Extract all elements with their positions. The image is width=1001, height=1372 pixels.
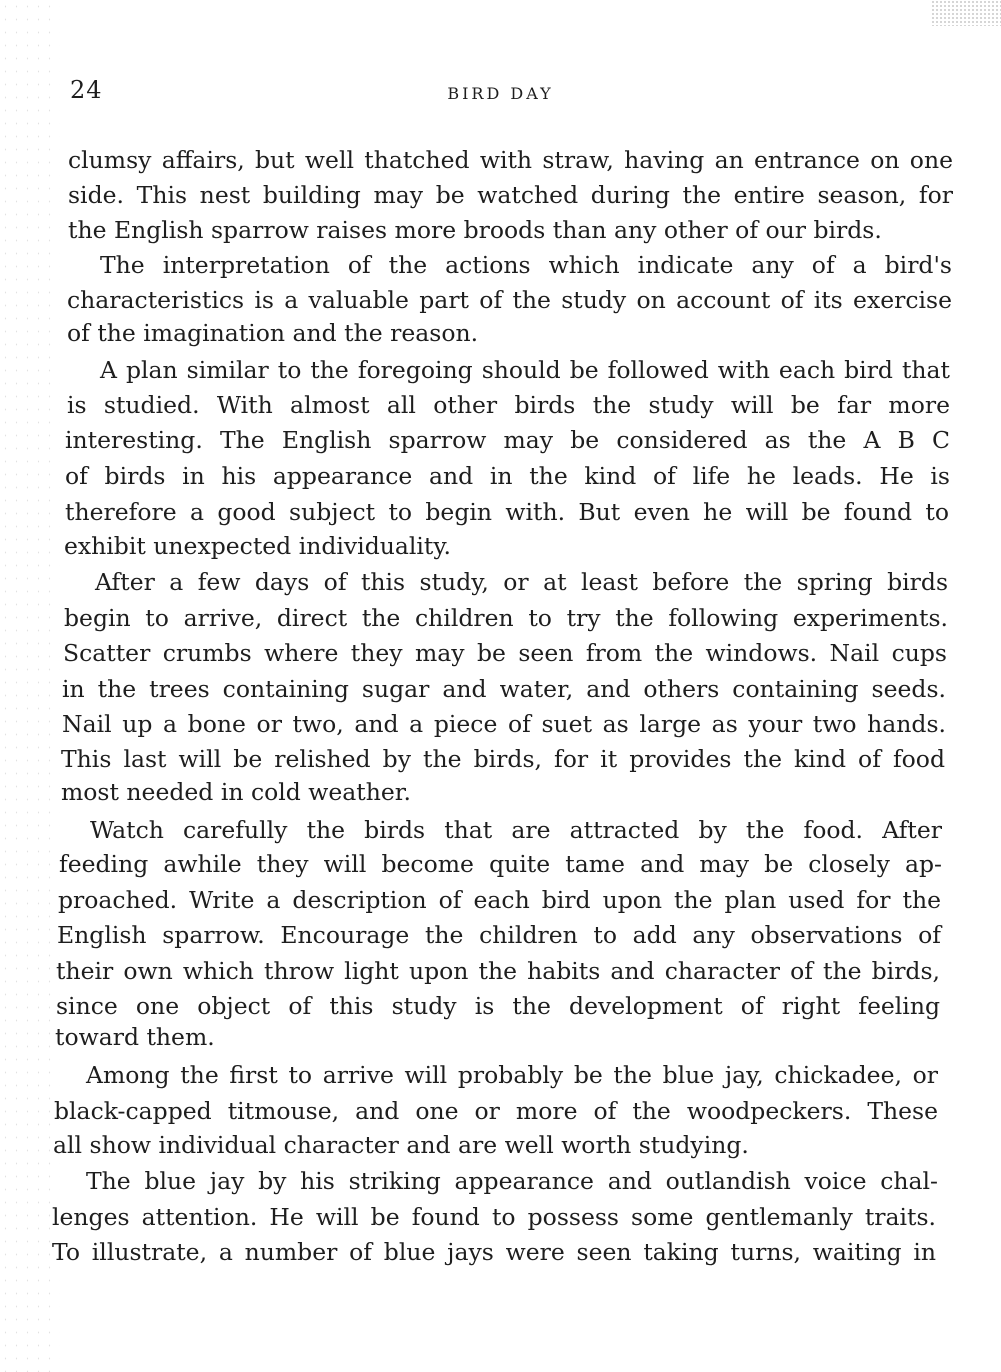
text-line: interesting. The English sparrow may be considered as the A B C xyxy=(65,426,950,454)
text-line: feeding awhile they will become quite tame and may be closely ap- xyxy=(59,850,942,878)
text-line: The interpretation of the actions which indicate any of a bird's xyxy=(100,251,952,279)
text-line: After a few days of this study, or at least before the spring birds xyxy=(95,568,948,596)
text-line: English sparrow. Encourage the children to add any observations of xyxy=(57,921,941,949)
text-line: Among the first to arrive will probably be the blue jay, chickadee, or xyxy=(86,1061,938,1089)
text-line: black-capped titmouse, and one or more of the woodpeckers. These xyxy=(54,1097,938,1125)
text-line: Nail up a bone or two, and a piece of suet as large as your two hands. xyxy=(62,710,946,738)
text-line: therefore a good subject to begin with. But even he will be found to xyxy=(65,498,949,526)
running-title: BIRD DAY xyxy=(447,84,554,103)
text-line: Scatter crumbs where they may be seen from the windows. Nail cups xyxy=(63,639,947,667)
text-line: is studied. With almost all other birds the study will be far more xyxy=(67,391,950,419)
text-line: most needed in cold weather. xyxy=(61,778,411,806)
scan-speckle-left xyxy=(0,0,60,1372)
text-line: To illustrate, a number of blue jays were seen taking turns, waiting in xyxy=(52,1238,936,1266)
text-line: This last will be relished by the birds, for it provides the kind of food xyxy=(61,745,945,773)
text-line: of birds in his appearance and in the kind of life he leads. He is xyxy=(65,462,950,490)
text-line: A plan similar to the foregoing should be followed with each bird that xyxy=(100,356,950,384)
text-line: exhibit unexpected individuality. xyxy=(64,532,451,560)
text-line: side. This nest building may be watched during the entire season, for xyxy=(68,181,953,209)
text-line: proached. Write a description of each bird upon the plan used for the xyxy=(58,886,941,914)
text-line: in the trees containing sugar and water, and others containing seeds. xyxy=(62,675,946,703)
text-line: the English sparrow raises more broods than any other of our birds. xyxy=(68,216,882,244)
text-line: begin to arrive, direct the children to try the following experiments. xyxy=(64,604,948,632)
scan-speckle-corner xyxy=(931,0,1001,26)
text-line: characteristics is a valuable part of the study on account of its exercise xyxy=(67,286,952,314)
text-line: of the imagination and the reason. xyxy=(67,319,479,347)
text-line: their own which throw light upon the habits and character of the birds, xyxy=(56,957,940,985)
text-line: since one object of this study is the development of right feeling xyxy=(56,992,940,1020)
text-line: The blue jay by his striking appearance and outlandish voice chal- xyxy=(86,1167,938,1195)
page-number: 24 xyxy=(70,76,103,104)
text-line: all show individual character and are well worth studying. xyxy=(53,1131,749,1159)
text-line: lenges attention. He will be found to possess some gentlemanly traits. xyxy=(52,1203,936,1231)
text-line: Watch carefully the birds that are attracted by the food. After xyxy=(90,816,942,844)
text-line: clumsy affairs, but well thatched with straw, having an entrance on one xyxy=(68,146,953,174)
text-line: toward them. xyxy=(55,1023,215,1051)
